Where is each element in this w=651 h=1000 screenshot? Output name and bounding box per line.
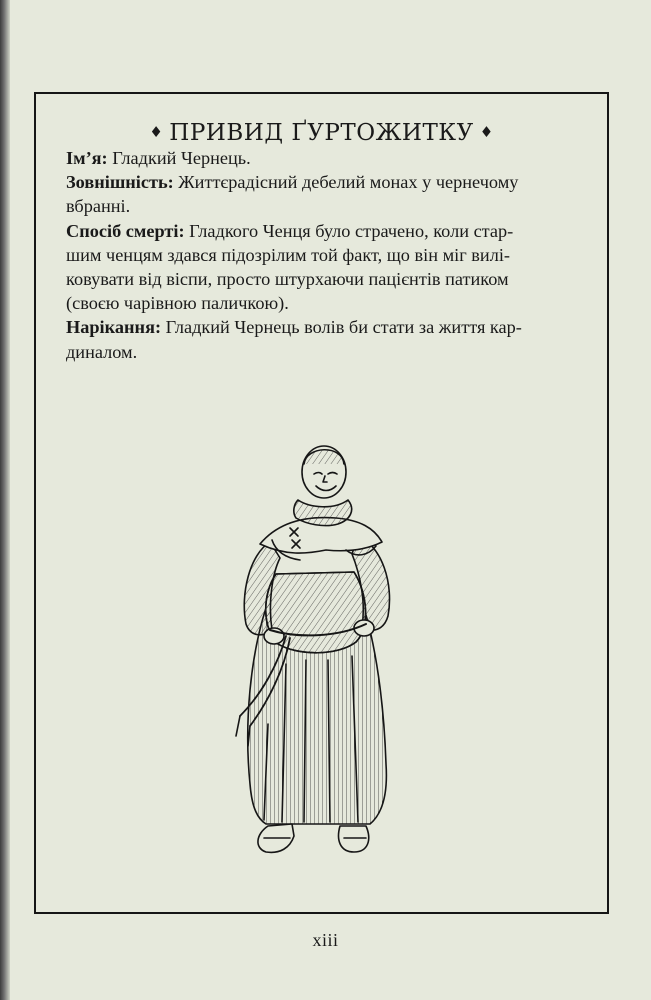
entry-frame [34, 92, 609, 914]
name-label: Ім’я: [66, 148, 108, 168]
appearance-text-1: Життєрадісний дебелий монах у чернечому [173, 172, 519, 193]
heading-title: ПРИВИД ҐУРТОЖИТКУ [169, 120, 474, 146]
complaint-label: Нарікання: [66, 317, 162, 338]
complaint-text-1: Гладкий Чернець волів би стати за життя кар- [161, 317, 522, 338]
death-text-1: Гладкого Ченця було страчено, коли стар- [184, 220, 514, 241]
page-edge-shadow [0, 0, 10, 1000]
entry-text [66, 146, 586, 364]
death-text-4: (своєю чарівною паличкою). [66, 293, 289, 314]
monk-illustration [206, 424, 426, 894]
death-line [66, 219, 586, 316]
page-number: xiii [312, 930, 339, 950]
complaint-text-2: диналом. [66, 341, 138, 362]
diamond-icon: ♦ [149, 123, 164, 141]
name-line [66, 146, 586, 170]
name-value: Гладкий Чернець. [107, 148, 251, 168]
death-text-2: шим ченцям здався підозрілим той факт, що він міг вилі- [66, 244, 511, 265]
appearance-line [66, 170, 586, 218]
complaint-line [66, 315, 586, 363]
death-text-3: ковувати від віспи, просто штурхаючи пацієнтів патиком [66, 269, 509, 290]
death-label: Спосіб смерті: [66, 220, 185, 241]
page-heading [36, 120, 607, 146]
appearance-label: Зовнішність: [66, 172, 174, 193]
diamond-icon: ♦ [479, 123, 494, 141]
appearance-text-2: вбранні. [66, 196, 131, 217]
